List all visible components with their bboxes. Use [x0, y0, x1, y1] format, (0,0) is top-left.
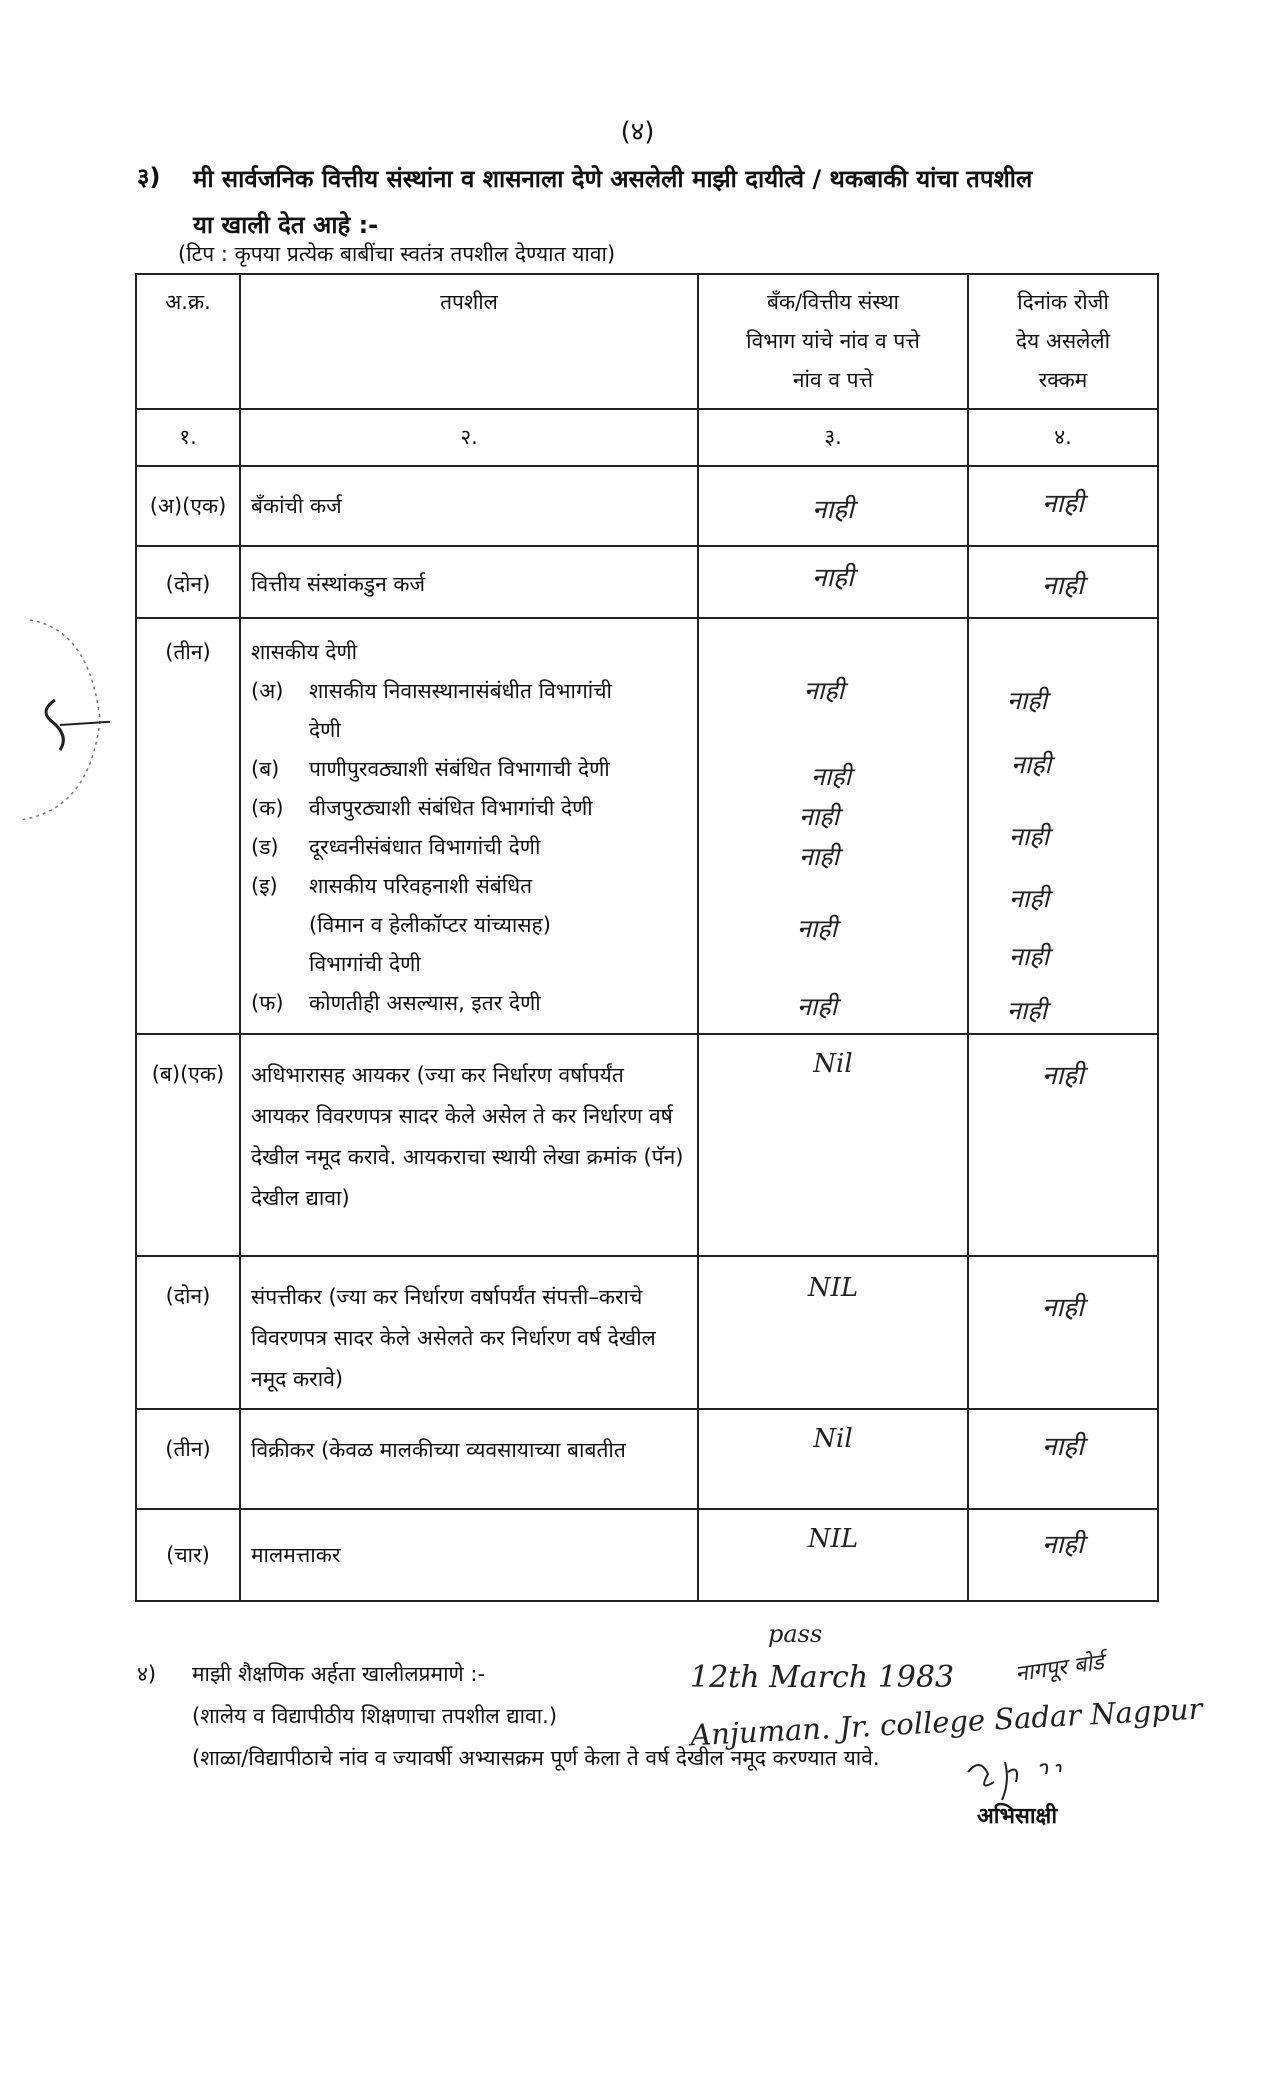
- govt-item: [251, 984, 687, 1023]
- header-col3-line3: नांव व पत्ते: [792, 368, 874, 392]
- item-label: (फ): [251, 991, 284, 1015]
- row-col3-handwritten: Nil: [698, 1034, 968, 1256]
- item-text: शासकीय निवासस्थानासंबंधीत विभागांची: [309, 679, 612, 703]
- section-3-title-line2: या खाली देत आहे :-: [193, 211, 379, 239]
- handwritten-pass: pass: [768, 1620, 823, 1648]
- item-text: वीजपुरठ्याशी संबंधित विभागांची देणी: [309, 796, 593, 820]
- handwritten-nil: नाही: [804, 676, 845, 705]
- row-sr: (दोन): [136, 546, 240, 618]
- govt-col3-handwritten: [698, 618, 968, 1034]
- table-row: [136, 1256, 1158, 1409]
- row-detail: संपत्तीकर (ज्या कर निर्धारण वर्षापर्यंत संपत्ती–कराचे विवरणपत्र सादर केले असेलते कर निर्धारण वर्ष देखील नमूद करावे): [240, 1256, 698, 1409]
- row-col4-handwritten: नाही: [968, 1256, 1158, 1409]
- handwritten-nil: नाही: [1009, 942, 1050, 971]
- column-number-row: [136, 409, 1158, 466]
- row-detail: मालमत्ताकर: [240, 1509, 698, 1601]
- section-4-line3: (शाळा/विद्यापीठाचे नांव व ज्यावर्षी अभ्यासक्रम पूर्ण केला ते वर्ष देखील नमूद करण्यात यावे.: [192, 1746, 880, 1770]
- item-text: कोणतीही असल्यास, इतर देणी: [309, 991, 541, 1015]
- section-4-number: ४): [137, 1662, 157, 1686]
- col-number: ४.: [968, 409, 1158, 466]
- table-row: [136, 1409, 1158, 1509]
- row-col3-handwritten: नाही: [698, 466, 968, 546]
- table-row: [136, 546, 1158, 618]
- stamp-mark: [0, 610, 110, 830]
- item-label: (ड): [251, 835, 279, 859]
- handwritten-exam-date: 12th March 1983: [690, 1660, 955, 1695]
- govt-item-cont: [251, 945, 687, 984]
- col-number: १.: [136, 409, 240, 466]
- row-sr: (तीन): [136, 1409, 240, 1509]
- row-col4-handwritten: नाही: [968, 1509, 1158, 1601]
- govt-item: [251, 750, 687, 789]
- header-bank-name: [698, 274, 968, 409]
- govt-item-cont: [251, 711, 687, 750]
- row-sr: (तीन): [136, 618, 240, 1034]
- header-col3-line2: विभाग यांचे नांव व पत्ते: [746, 329, 920, 353]
- govt-col4-handwritten: [968, 618, 1158, 1034]
- item-text: देणी: [309, 718, 341, 742]
- handwritten-nil: नाही: [1009, 822, 1050, 851]
- row-col3-handwritten: नाही: [698, 546, 968, 618]
- govt-item: [251, 672, 687, 711]
- handwritten-nil: नाही: [797, 992, 838, 1021]
- govt-item: [251, 789, 687, 828]
- item-text: (विमान व हेलीकॉप्टर यांच्यासह): [309, 913, 551, 937]
- row-col3-handwritten: NIL: [698, 1256, 968, 1409]
- item-label: (क): [251, 796, 284, 820]
- liabilities-table: [135, 273, 1159, 1602]
- page-number: (४): [620, 117, 655, 147]
- header-detail: तपशील: [240, 274, 698, 409]
- govt-dues-heading: शासकीय देणी: [251, 640, 358, 664]
- header-col3-line1: बँक/वित्तीय संस्था: [767, 290, 899, 314]
- row-col4-handwritten: नाही: [968, 1034, 1158, 1256]
- table-row: [136, 466, 1158, 546]
- section-3-title: [193, 156, 1173, 248]
- row-sr: (चार): [136, 1509, 240, 1601]
- section-3-title-line1: मी सार्वजनिक वित्तीय संस्थांना व शासनाला देणे असलेली माझी दायीत्वे / थकबाकी यांचा तपशील: [193, 165, 1033, 193]
- item-label: (अ): [251, 679, 284, 703]
- col-number: ३.: [698, 409, 968, 466]
- handwritten-nil: नाही: [1009, 884, 1050, 913]
- tip-note: (टिप : कृपया प्रत्येक बाबींचा स्वतंत्र तपशील देण्यात यावा): [178, 242, 616, 266]
- item-text: पाणीपुरवठ्याशी संबंधित विभागाची देणी: [309, 757, 610, 781]
- table-header-row: [136, 274, 1158, 409]
- item-label: (ब): [251, 757, 280, 781]
- row-sr: (दोन): [136, 1256, 240, 1409]
- govt-item: [251, 867, 687, 906]
- header-col4-line2: देय असलेली: [1015, 329, 1111, 353]
- item-text: विभागांची देणी: [309, 952, 421, 976]
- handwritten-nil: नाही: [797, 914, 838, 943]
- handwritten-nil: नाही: [1007, 996, 1048, 1025]
- row-detail: वित्तीय संस्थांकडुन कर्ज: [240, 546, 698, 618]
- header-amount: [968, 274, 1158, 409]
- govt-item: [251, 828, 687, 867]
- section-4-line2: (शालेय व विद्यापीठीय शिक्षणाचा तपशील द्यावा.): [192, 1704, 558, 1728]
- row-col3-handwritten: NIL: [698, 1509, 968, 1601]
- handwritten-college: Anjuman. Jr. college Sadar Nagpur: [689, 1691, 1204, 1753]
- col-number: २.: [240, 409, 698, 466]
- header-col4-line3: रक्कम: [1038, 368, 1088, 392]
- header-sr-no: अ.क्र.: [136, 274, 240, 409]
- handwritten-nil: नाही: [799, 802, 840, 831]
- item-text: दूरध्वनीसंबंधात विभागांची देणी: [309, 835, 541, 859]
- handwritten-nil: नाही: [1011, 750, 1052, 779]
- row-col3-handwritten: Nil: [698, 1409, 968, 1509]
- section-4-line1: माझी शैक्षणिक अर्हता खालीलप्रमाणे :-: [192, 1662, 486, 1686]
- handwritten-nil: नाही: [1007, 686, 1048, 715]
- handwritten-nil: नाही: [811, 762, 852, 791]
- section-3-number: ३): [137, 163, 161, 191]
- govt-item-cont: [251, 906, 687, 945]
- item-label: (इ): [251, 874, 278, 898]
- row-sr: (ब)(एक): [136, 1034, 240, 1256]
- header-col4-line1: दिनांक रोजी: [1017, 290, 1109, 314]
- row-detail: बँकांची कर्ज: [240, 466, 698, 546]
- row-col4-handwritten: नाही: [968, 546, 1158, 618]
- handwritten-nil: नाही: [799, 842, 840, 871]
- table-row: [136, 1509, 1158, 1601]
- row-col4-handwritten: नाही: [968, 466, 1158, 546]
- govt-dues-detail: [240, 618, 698, 1034]
- handwritten-board: नागपूर बोर्ड: [1013, 1649, 1106, 1688]
- row-col4-handwritten: नाही: [968, 1409, 1158, 1509]
- row-detail: विक्रीकर (केवळ मालकीच्या व्यवसायाच्या बाबतीत: [240, 1409, 698, 1509]
- item-text: शासकीय परिवहनाशी संबंधित: [309, 874, 533, 898]
- witness-label: अभिसाक्षी: [977, 1804, 1058, 1829]
- table-row: [136, 1034, 1158, 1256]
- row-sr: (अ)(एक): [136, 466, 240, 546]
- row-detail: अधिभारासह आयकर (ज्या कर निर्धारण वर्षापर्यंत आयकर विवरणपत्र सादर केले असेल ते कर निर्धारण वर्ष देखील नमूद करावे. आयकराचा स्थायी लेखा क्रमांक (पॅन) देखील द्यावा): [240, 1034, 698, 1256]
- table-row-govt-dues: [136, 618, 1158, 1034]
